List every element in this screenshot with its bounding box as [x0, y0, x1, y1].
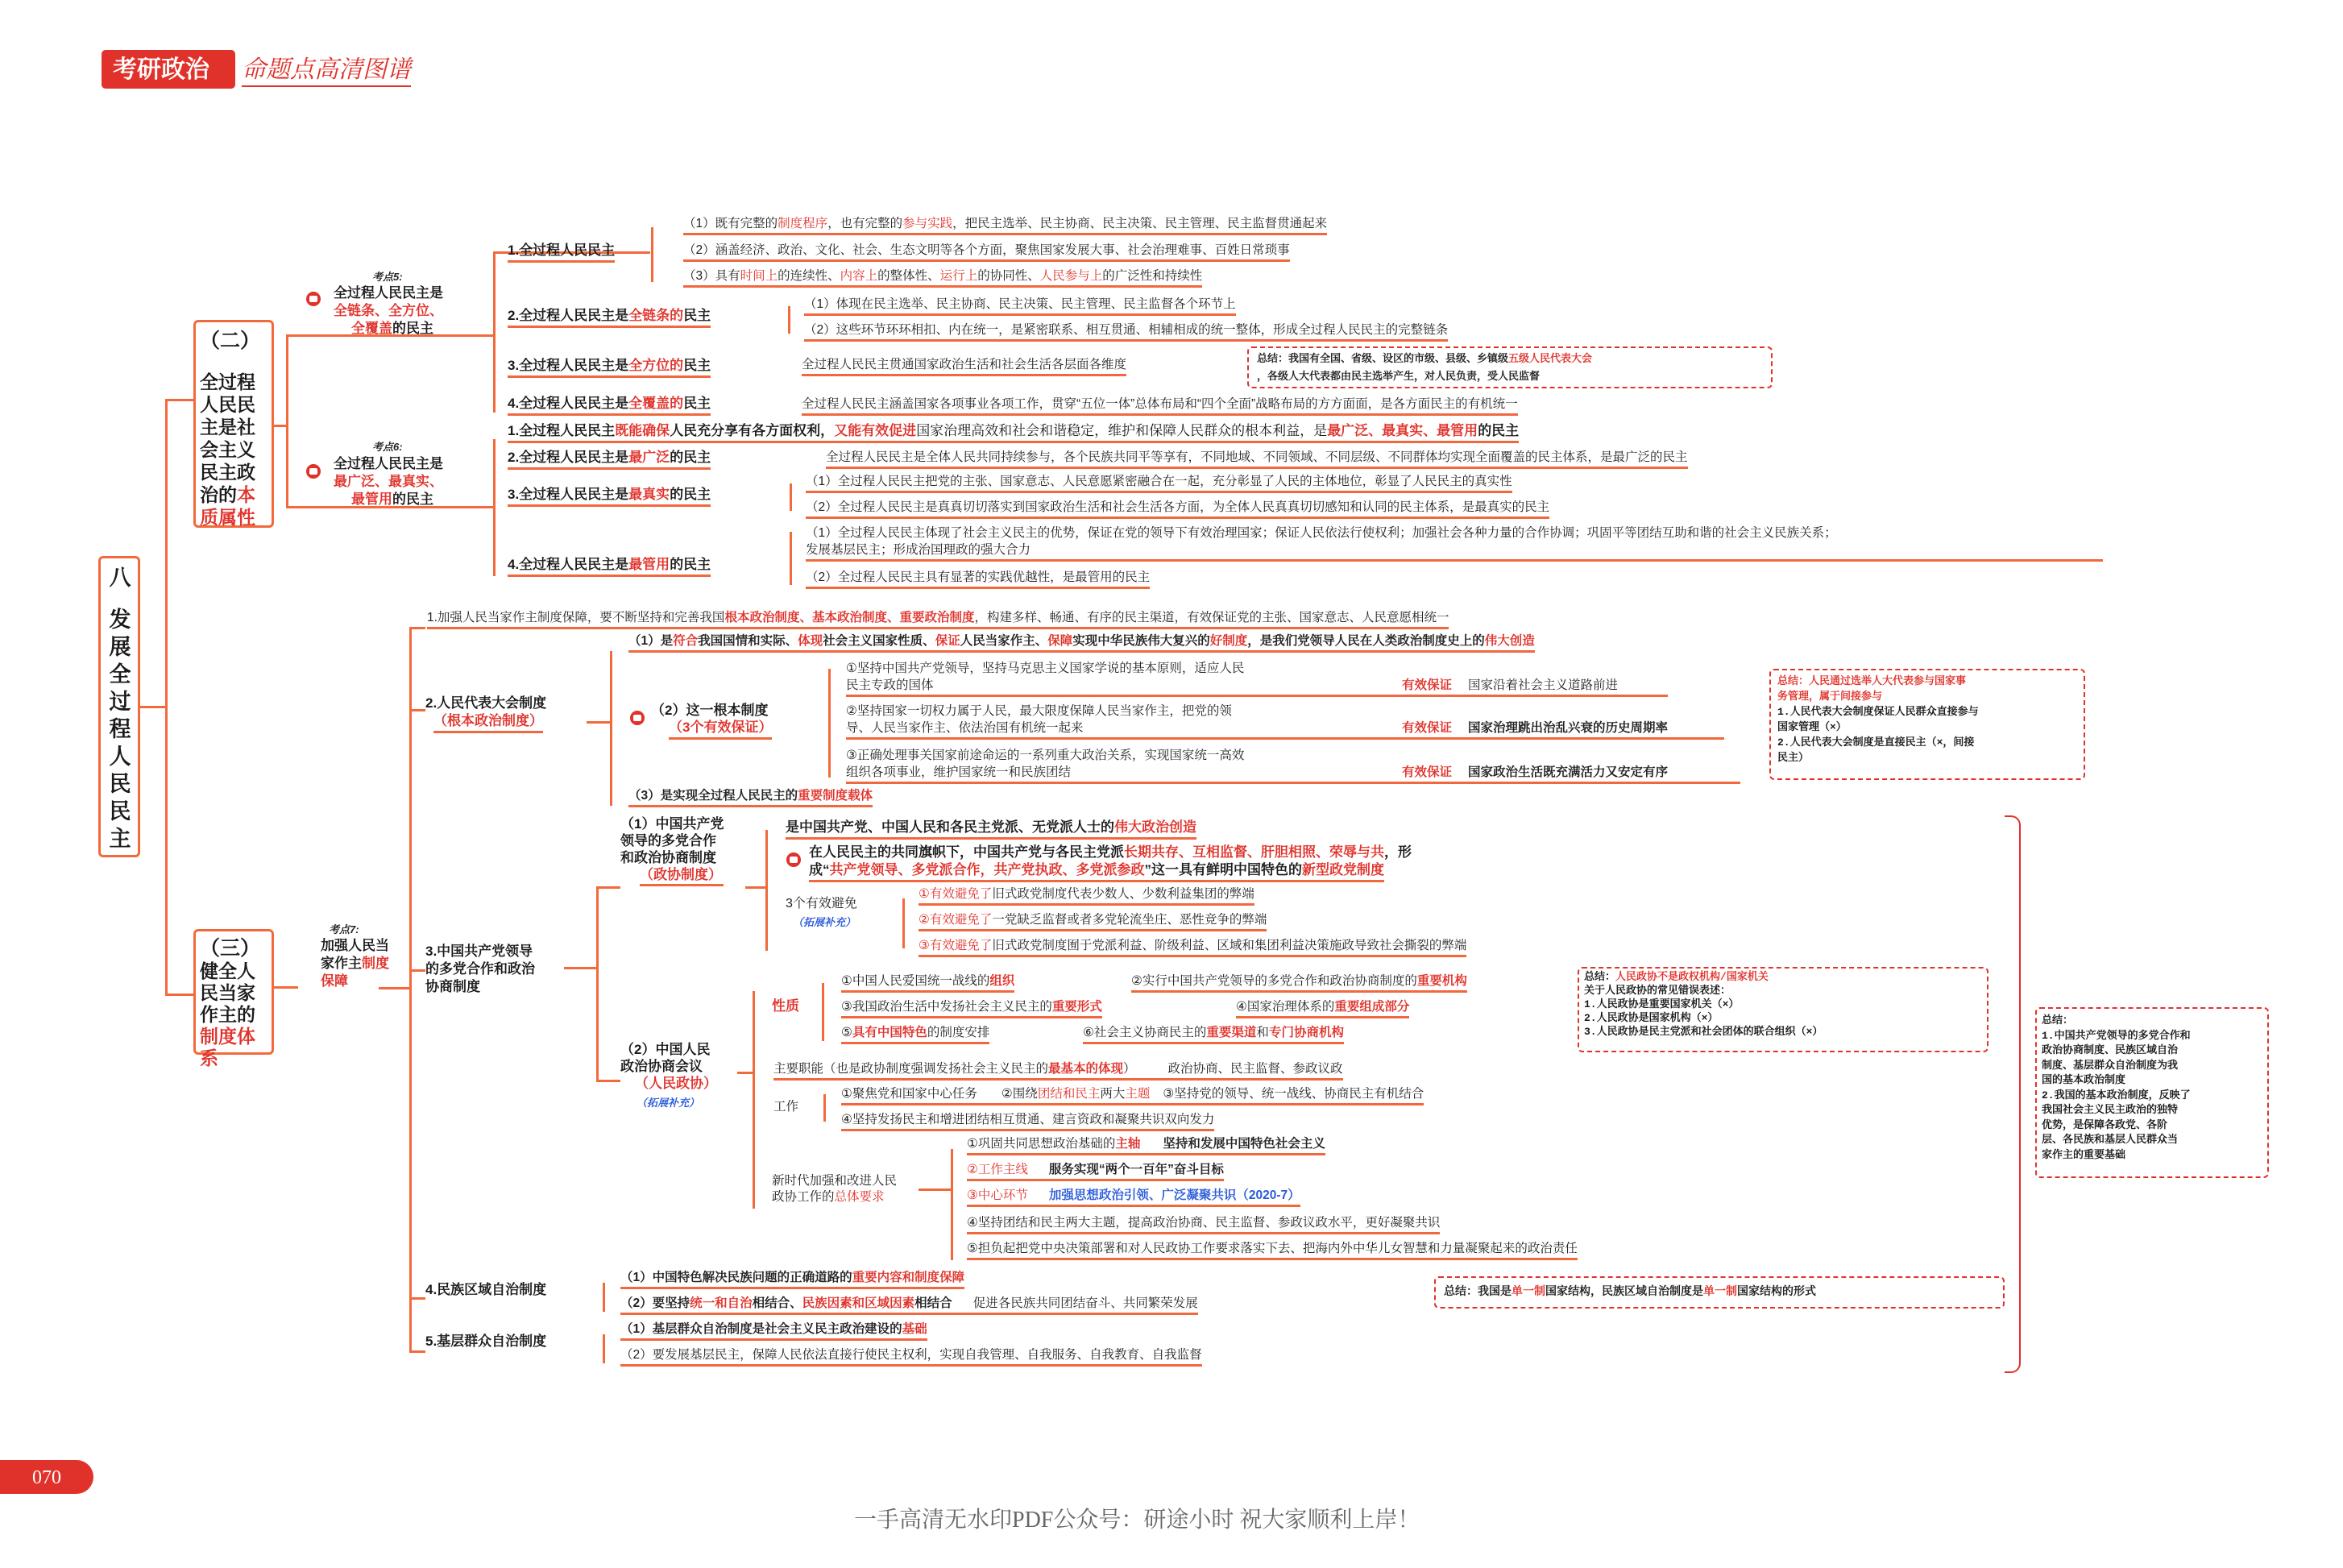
section2-title: 全过程人民民主是社会主义民主政治的本质属性	[200, 371, 255, 528]
kp6-branch-3: 3.全过程人民民主是最真实的民主	[508, 486, 711, 507]
connector	[379, 987, 411, 989]
u2-note: 总结：人民通过选举人大代表参与国家事 务管理，属于间接参与 1.人民代表大会制度保证人民群众直接参与 国家管理（×） 2.人民代表大会制度是直接民主（×，间接 民主）	[1777, 675, 1979, 764]
u3-label: 3.中国共产党领导 的多党合作和政治 协商制度	[425, 944, 535, 994]
t4-item-1b: 发展基层民主；形成治国理政的强大合力	[806, 542, 2103, 562]
connector	[610, 651, 612, 806]
u3-work: 工作	[773, 1100, 799, 1114]
exam-point-icon	[630, 711, 645, 725]
s4-text: 全过程人民民主涵盖国家各项事业各项工作，贯穿“五位一体”总体布局和“四个全面”战略布局的方方面面，是各方面民主的有机统一	[802, 396, 1518, 416]
u3-e4: ④坚持团结和民主两大主题，提高政治协商、民主监督、参政议政水平，更好凝聚共识	[967, 1215, 1440, 1234]
u2-q1a: ①坚持中国共产党领导，坚持马克思主义国家学说的基本原则，适应人民	[846, 662, 1245, 675]
s2-item-2: （2）这些环节环环相扣、内在统一，是紧密联系、相互贯通、相辅相成的统一整体，形成全过程人民民主的完整链条	[804, 322, 1448, 342]
exam-point-icon	[306, 292, 321, 306]
root-topic-title: 八 发 展 全 过 程 人 民 民 主	[109, 566, 131, 851]
u5-label: 5.基层群众自治制度	[425, 1334, 547, 1349]
u2-label: 2.人民代表大会制度	[425, 695, 547, 711]
u3-e2: ②工作主线 服务实现“两个一百年”奋斗目标	[967, 1162, 1224, 1181]
header-brand: 考研政治	[113, 56, 209, 83]
u4-label: 4.民族区域自治制度	[425, 1282, 547, 1297]
t4-item-2: （2）全过程人民民主具有显著的实践优越性，是最管用的民主	[806, 570, 1150, 589]
connector	[790, 483, 792, 511]
u3-c2-tag: （拓展补充）	[637, 1097, 700, 1109]
connector	[409, 627, 412, 1352]
u3-work-2: ④坚持发扬民主和增进团结相互贯通、建言资政和凝聚共识双向发力	[841, 1112, 1214, 1131]
kp6-branch-1: 1.全过程人民民主既能确保人民充分享有各方面权利，又能有效促进国家治理高效和社会和谐稳定，维护和保障人民群众的根本利益，是最广泛、最真实、最管用的民主	[508, 422, 1519, 443]
kp7-tag: 考点7:	[329, 923, 359, 935]
u3-avoid-label: 3个有效避免	[786, 897, 857, 911]
connector	[788, 306, 790, 334]
connector	[603, 1334, 605, 1363]
right-note: 总结： 1.中国共产党领导的多党合作和 政治协商制度、民族区域自治 制度、基层群众自治制度为我 国的基本政治制度 2.我国的基本政治制度，反映了 我国社会主义民主政治的独特 优势，是保障各政党、各阶 层、各民族和基层人民群众当 家作主的重要基础	[2042, 1014, 2191, 1161]
u3-c2: （2）中国人民 政治协商会议 （人民政协）	[620, 1042, 717, 1091]
connector	[951, 1149, 953, 1260]
connector	[737, 1072, 753, 1074]
u3-c1-u1: 在人民民主的共同旗帜下，中国共产党与各民主党派长期共存、互相监督、肝胆相照、荣辱与共，形	[809, 844, 1412, 860]
u3-n1: ①中国人民爱国统一战线的组织	[841, 973, 1014, 993]
kp5-branch-4: 4.全过程人民民主是全覆盖的民主	[508, 395, 711, 416]
kp5-branch-3: 3.全过程人民民主是全方位的民主	[508, 357, 711, 378]
t3-item-2: （2）全过程人民民主是真真切切落实到国家政治生活和社会生活各方面，为全体人民真真切切感知和认同的民主体系，是最真实的民主	[806, 500, 1549, 519]
u3-avoid-1: ①有效避免了旧式政党制度代表少数人、少数利益集团的弊端	[919, 886, 1254, 906]
connector	[596, 1080, 620, 1082]
connector	[745, 886, 765, 889]
u2-point-2: （2）这一根本制度	[651, 703, 769, 718]
kp5-tag: 考点5:	[372, 271, 403, 283]
right-brace	[2005, 815, 2021, 1373]
connector	[493, 439, 496, 576]
u3-function: 主要职能（也是政协制度强调发扬社会主义民主的最基本的体现） 政治协商、民主监督、参政议政	[773, 1061, 1343, 1081]
kp6-line3: 最管用的民主	[351, 492, 433, 507]
exam-point-icon	[306, 464, 321, 479]
u2-point-3: （3）是实现全过程人民民主的重要制度载体	[628, 788, 873, 807]
u3-note: 总结：人民政协不是政权机构/国家机关 关于人民政协的常见错误表述： 1.人民政协是重要国家机关（×） 2.人民政协是国家机构（×） 3.人民政协是民主党派和社会团体的联合组织（×）	[1584, 971, 1823, 1038]
u5-item-2: （2）要发展基层民主，保障人民依法直接行使民主权利，实现自我管理、自我服务、自我教育、自我监督	[620, 1347, 1202, 1367]
kp6-line1: 全过程人民民主是	[334, 456, 443, 471]
s3-note-line2: ，各级人大代表都由民主选举产生，对人民负责，受人民监督	[1257, 371, 1541, 383]
connector	[409, 1297, 425, 1300]
section2-number: （二）	[200, 330, 261, 352]
u5-item-1: （1）基层群众自治制度是社会主义民主政治建设的基础	[620, 1321, 927, 1341]
connector	[919, 1188, 951, 1191]
u3-e5: ⑤担负起把党中央决策部署和对人民政协工作要求落实下去、把海内外中华儿女智慧和力量凝聚起来的政治责任	[967, 1241, 1578, 1260]
section3-title: 健全人民当家作主的制度体系	[200, 960, 255, 1068]
s2-item-1: （1）体现在民主选举、民主协商、民主决策、民主管理、民主监督各个环节上	[804, 297, 1236, 316]
section3-number: （三）	[200, 937, 261, 960]
u3-n4: ④国家治理体系的重要组成部分	[1236, 999, 1409, 1018]
connector	[587, 721, 611, 724]
connector	[493, 251, 496, 413]
t4-item-1a: （1）全过程人民民主体现了社会主义民主的优势，保证在党的领导下有效治理国家；保证人民依法行使权利；加强社会各种力量的合作协调；巩固平等团结互助和谐的社会主义民族关系；	[806, 526, 1837, 540]
u3-work-1: ①聚焦党和国家中心任务 ②围绕团结和民主两大主题 ③坚持党的领导、统一战线、协商民主有机结合	[841, 1086, 1424, 1105]
kp5-line1: 全过程人民民主是	[334, 285, 443, 301]
kp6-line2: 最广泛、最真实、	[334, 474, 443, 489]
kp6-tag: 考点6:	[372, 441, 403, 453]
u4-note: 总结：我国是单一制国家结构，民族区域自治制度是单一制国家结构的形式	[1444, 1286, 1816, 1299]
u3-e1: ①巩固共同思想政治基础的主轴 坚持和发展中国特色社会主义	[967, 1136, 1325, 1155]
kp5-branch-1: 1.全过程人民民主	[508, 242, 615, 263]
u3-new-era: 新时代加强和改进人民 政协工作的总体要求	[772, 1174, 898, 1204]
u2-point-2-sub: （3个有效保证）	[669, 719, 772, 740]
kp7-title: 加强人民当家作主制度保障	[321, 938, 389, 989]
connector	[753, 991, 755, 1209]
u3-e3: ③中心环节 加强思想政治引领、广泛凝聚共识（2020-7）	[967, 1188, 1300, 1207]
t3-item-1: （1）全过程人民民主把党的主张、国家意志、人民意愿紧密融合在一起，充分彰显了人民的主体地位，彰显了人民民主的真实性	[806, 474, 1512, 493]
u3-n2: ②实行中国共产党领导的多党合作和政治协商制度的重要机构	[1131, 973, 1467, 993]
connector	[165, 399, 196, 401]
kp6-branch-4: 4.全过程人民民主是最管用的民主	[508, 556, 711, 577]
u3-n3: ③我国政治生活中发扬社会主义民主的重要形式	[841, 999, 1102, 1018]
s3-note-line1: 总结：我国有全国、省级、设区的市级、县级、乡镇级五级人民代表大会	[1257, 353, 1593, 365]
u3-nature: 性质	[772, 998, 799, 1014]
connector	[603, 1283, 605, 1312]
s1-item-1: （1）既有完整的制度程序，也有完整的参与实践，把民主选举、民主协商、民主决策、民主管理、民主监督贯通起来	[683, 216, 1327, 235]
connector	[274, 425, 287, 427]
kp5-line3: 全覆盖的民主	[351, 321, 433, 336]
u4-item-2: （2）要坚持统一和自治相结合、民族因素和区域因素相结合 促进各民族共同团结奋斗、共同繁荣发展	[620, 1296, 1198, 1315]
connector	[409, 1350, 425, 1353]
exam-point-icon	[786, 852, 801, 867]
u3-avoid-tag: （拓展补充）	[793, 916, 856, 928]
page-number: 070	[32, 1467, 61, 1488]
connector	[651, 227, 653, 282]
u3-c1: （1）中国共产党 领导的多党合作 和政治协商制度 （政协制度）	[620, 815, 724, 886]
t2-text: 全过程人民民主是全体人民共同持续参与，各个民族共同平等享有，不同地域、不同领域、不同层级、不同群体均实现全面覆盖的民主体系，是最广泛的民主	[826, 450, 1688, 469]
u3-c1-t: 是中国共产党、中国人民和各民主党派、无党派人士的伟大政治创造	[786, 819, 1196, 840]
s3-text: 全过程人民民主贯通国家政治生活和社会生活各层面各维度	[802, 357, 1126, 376]
connector	[596, 886, 620, 889]
kp6-branch-2: 2.全过程人民民主是最广泛的民主	[508, 449, 711, 470]
connector	[564, 967, 596, 969]
connector	[790, 532, 792, 585]
connector	[165, 399, 168, 995]
header-subtitle: 命题点高清图谱	[242, 56, 411, 83]
kp5-line2: 全链条、全方位、	[334, 303, 443, 318]
connector	[165, 993, 196, 996]
connector	[822, 983, 824, 1041]
header-underline	[242, 85, 411, 87]
connector	[828, 669, 831, 778]
u3-avoid-2: ②有效避免了一党缺乏监督或者多党轮流坐庄、恶性竞争的弊端	[919, 912, 1267, 931]
u1-text: 1.加强人民当家作主制度保障，要不断坚持和完善我国根本政治制度、基本政治制度、重要政治制度，构建多样、畅通、有序的民主渠道，有效保证党的主张、国家意志、人民意愿相统一	[427, 610, 1449, 629]
s1-item-2: （2）涵盖经济、政治、文化、社会、生态文明等各个方面，聚焦国家发展大事、社会治理难事、百姓日常琐事	[683, 243, 1290, 262]
u3-avoid-3: ③有效避免了旧式政党制度囿于党派利益、阶级利益、区域和集团利益决策施政导致社会撕裂的弊端	[919, 938, 1466, 957]
u2-q2b: 导、人民当家作主、依法治国有机统一起来 有效保证 国家治理跳出治乱兴衰的历史周期率	[846, 720, 1724, 740]
connector	[596, 886, 599, 1081]
s1-item-3: （3）具有时间上的连续性、内容上的整体性、运行上的协同性、人民参与上的广泛性和持续性	[683, 268, 1202, 288]
connector	[823, 1094, 826, 1122]
connector	[765, 830, 768, 951]
u2-point-1: （1）是符合我国国情和实际、体现社会主义国家性质、保证人民当家作主、保障实现中华民族伟大复兴的好制度，是我们党领导人民在人类政治制度史上的伟大创造	[628, 633, 1535, 653]
u3-c1-u2: 成“共产党领导、多党派合作，共产党执政、多党派参政”这一具有鲜明中国特色的新型政党制度	[809, 861, 1384, 882]
u3-n5: ⑤具有中国特色的制度安排	[841, 1025, 989, 1044]
u4-item-1: （1）中国特色解决民族问题的正确道路的重要内容和制度保障	[620, 1270, 964, 1289]
kp5-branch-2: 2.全过程人民民主是全链条的民主	[508, 307, 711, 328]
u2-q1b: 民主专政的国体 有效保证 国家沿着社会主义道路前进	[846, 678, 1668, 697]
u2-q3b: 组织各项事业，维护国家统一和民族团结 有效保证 国家政治生活既充满活力又安定有序	[846, 765, 1740, 784]
connector	[902, 898, 905, 948]
connector	[409, 709, 425, 711]
u3-n6: ⑥社会主义协商民主的重要渠道和专门协商机构	[1083, 1025, 1344, 1044]
footer-text: 一手高清无水印PDF公众号：研途小时 祝大家顺利上岸！	[854, 1508, 1420, 1533]
connector	[409, 969, 425, 972]
connector	[274, 986, 298, 989]
connector	[409, 627, 425, 629]
u2-label-sub: （根本政治制度）	[433, 712, 543, 733]
connector	[140, 706, 166, 708]
connector	[286, 334, 288, 508]
u2-q3a: ③正确处理事关国家前途命运的一系列重大政治关系，实现国家统一高效	[846, 749, 1245, 762]
u2-q2a: ②坚持国家一切权力属于人民，最大限度保障人民当家作主，把党的领	[846, 704, 1232, 718]
